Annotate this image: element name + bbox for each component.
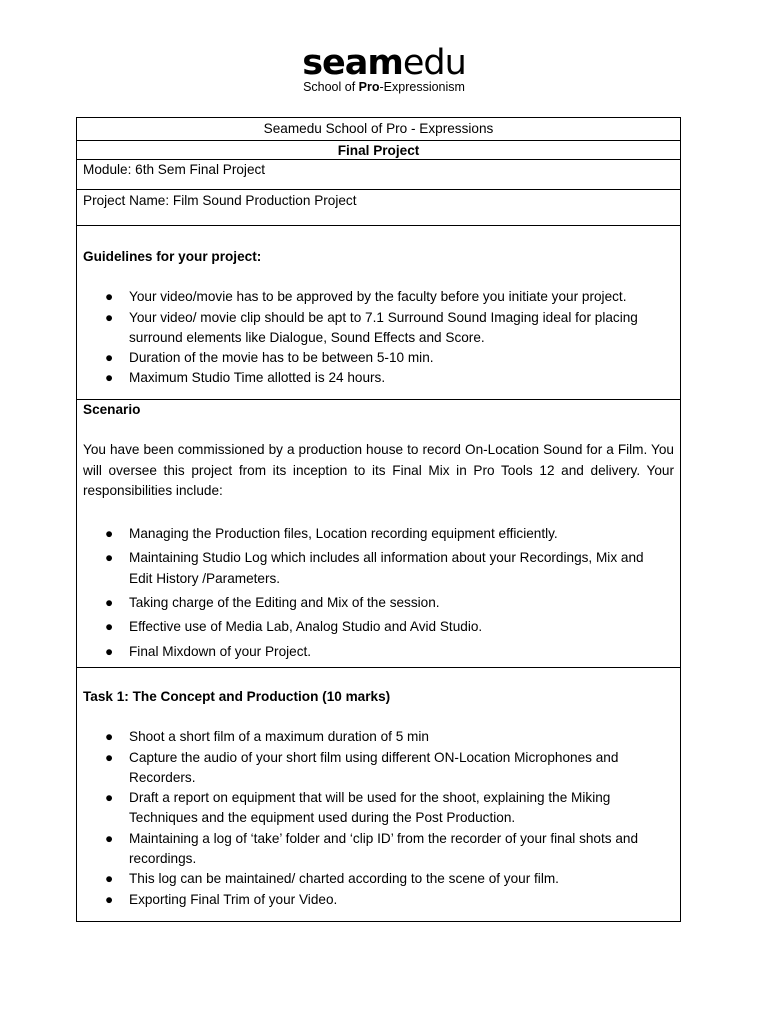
scenario-section [77, 399, 680, 667]
list-item [83, 642, 674, 662]
logo-bold: seam [302, 43, 403, 83]
logo-light: edu [402, 43, 466, 83]
bullet-icon: ● [105, 619, 114, 635]
list-item-text: This log can be maintained/ charted according to the scene of your film. [129, 871, 559, 887]
list-item-text: Maintaining a log of ‘take’ folder and ‘clip ID’ from the recorder of your final shots and recordings. [129, 830, 639, 867]
bullet-icon: ● [105, 289, 114, 305]
list-item [83, 348, 674, 368]
module-row: Module: 6th Sem Final Project [77, 159, 680, 189]
bullet-icon: ● [105, 729, 114, 745]
bullet-icon: ● [105, 891, 114, 907]
logo-tag-bold: Pro [358, 80, 380, 94]
bullet-icon: ● [105, 526, 114, 542]
scenario-paragraph: You have been commissioned by a production house to record On-Location Sound for a Film. You will oversee this project from its inception to its Final Mix in Pro Tools 12 and delivery. Your responsibilities include: [83, 442, 674, 498]
list-item-text: Capture the audio of your short film using different ON-Location Microphones and Recorders. [129, 749, 619, 785]
list-item [83, 524, 674, 544]
list-item-text: Maximum Studio Time allotted is 24 hours. [129, 370, 386, 386]
list-item [83, 548, 674, 589]
project-table [76, 117, 681, 922]
list-item-text: Shoot a short film of a maximum duration of 5 min [129, 729, 429, 745]
guidelines-section [77, 225, 680, 399]
bullet-icon: ● [105, 871, 114, 887]
list-item-text: Effective use of Media Lab, Analog Studio and Avid Studio. [129, 619, 483, 635]
bullet-icon: ● [105, 830, 114, 846]
list-item [83, 788, 674, 829]
guidelines-list [83, 287, 674, 388]
list-item [83, 748, 674, 789]
seamedu-logo [0, 44, 768, 94]
bullet-icon: ● [105, 595, 114, 611]
responsibilities-list [83, 524, 674, 662]
task1-section [77, 667, 680, 921]
list-item-text: Your video/movie has to be approved by the faculty before you initiate your project. [129, 289, 627, 305]
logo-tag-pre: School of [303, 80, 359, 94]
list-item-text: Exporting Final Trim of your Video. [129, 891, 338, 907]
bullet-icon: ● [105, 309, 114, 325]
task1-list [83, 727, 674, 910]
list-item-text: Final Mixdown of your Project. [129, 643, 312, 659]
project-name-row: Project Name: Film Sound Production Project [77, 189, 680, 225]
list-item [83, 368, 674, 388]
list-item [83, 593, 674, 613]
list-item-text: Taking charge of the Editing and Mix of the session. [129, 595, 440, 611]
list-item-text: Duration of the movie has to be between 5-10 min. [129, 350, 434, 366]
list-item [83, 308, 674, 349]
list-item [83, 890, 674, 910]
bullet-icon: ● [105, 550, 114, 566]
bullet-icon: ● [105, 370, 114, 386]
list-item-text: Managing the Production files, Location recording equipment efficiently. [129, 526, 558, 542]
bullet-icon: ● [105, 790, 114, 806]
bullet-icon: ● [105, 643, 114, 659]
task1-heading: Task 1: The Concept and Production (10 marks) [83, 689, 391, 704]
list-item-text: Your video/ movie clip should be apt to 7.1 Surround Sound Imaging ideal for placing surround elements like Dialogue, Sound Effects and Score. [129, 309, 638, 345]
list-item [83, 287, 674, 307]
list-item [83, 829, 674, 870]
list-item-text: Draft a report on equipment that will be used for the shoot, explaining the Miking Techniques and the equipment used during the Post Production. [129, 790, 611, 826]
guidelines-heading: Guidelines for your project: [83, 249, 262, 264]
logo-tagline [0, 80, 768, 94]
final-project-heading: Final Project [77, 140, 680, 159]
bullet-icon: ● [105, 350, 114, 366]
scenario-heading: Scenario [83, 402, 141, 417]
list-item [83, 869, 674, 889]
logo-tag-post: -Expressionism [379, 80, 465, 94]
list-item [83, 617, 674, 637]
list-item-text: Maintaining Studio Log which includes all information about your Recordings, Mix and Edit History /Parameters. [129, 550, 644, 586]
school-title: Seamedu School of Pro - Expressions [263, 121, 494, 136]
bullet-icon: ● [105, 749, 114, 765]
list-item [83, 727, 674, 747]
logo-wordmark [0, 44, 768, 82]
